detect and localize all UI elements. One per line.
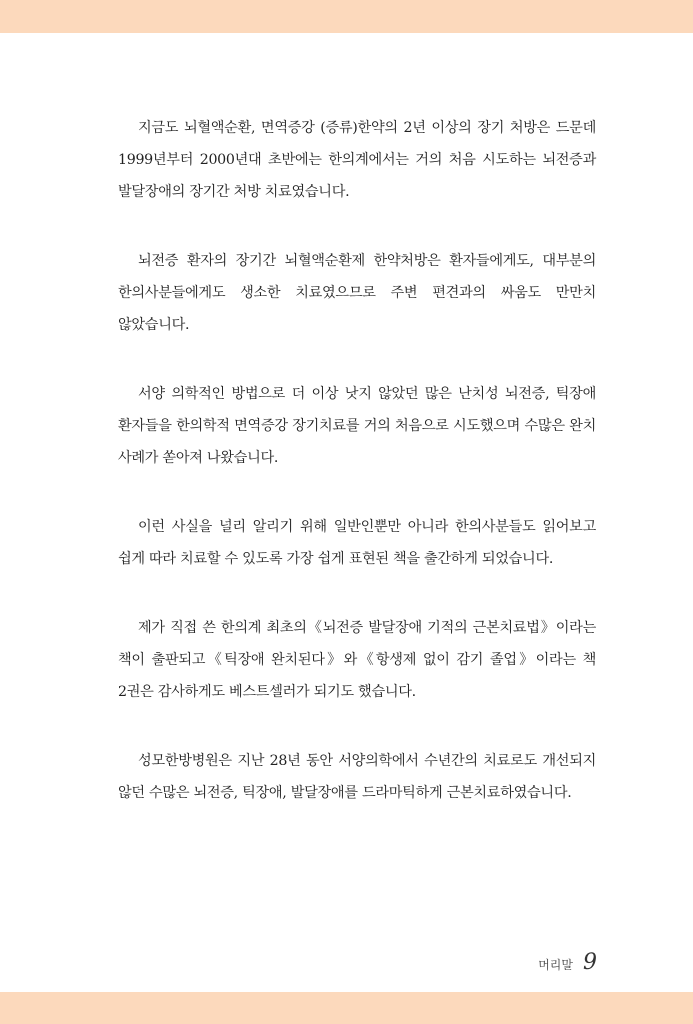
bottom-color-band [0,992,693,1024]
paragraph: 뇌전증 환자의 장기간 뇌혈액순환제 한약처방은 환자들에게도, 대부분의 한의사분들에게도 생소한 치료였으므로 주변 편견과의 싸움도 만만치 않았습니다. [118,253,596,333]
paragraph: 서양 의학적인 방법으로 더 이상 낫지 않았던 많은 난치성 뇌전증, 틱장애 환자들을 한의학적 면역증강 장기치료를 거의 처음으로 시도했으며 수많은 완치 사례가 쏟아져 나왔습니다. [118,386,596,466]
paragraph: 제가 직접 쓴 한의계 최초의《뇌전증 발달장애 기적의 근본치료법》이라는 책이 출판되고《틱장애 완치된다》와《항생제 없이 감기 졸업》이라는 책 2권은 감사하게도 베스트셀러가 되기도 했습니다. [118,620,596,700]
running-head: 머리말 [538,958,573,972]
paragraph: 이런 사실을 널리 알리기 위해 일반인뿐만 아니라 한의사분들도 읽어보고 쉽게 따라 치료할 수 있도록 가장 쉽게 표현된 책을 출간하게 되었습니다. [118,519,596,567]
top-color-band [0,0,693,33]
body-text [118,112,596,846]
paragraph: 성모한방병원은 지난 28년 동안 서양의학에서 수년간의 치료로도 개선되지 않던 수많은 뇌전증, 틱장애, 발달장애를 드라마틱하게 근본치료하였습니다. [118,753,596,801]
page-footer [538,950,597,975]
page-number: 9 [583,950,597,975]
paragraph: 지금도 뇌혈액순환, 면역증강 (증류)한약의 2년 이상의 장기 처방은 드문데 1999년부터 2000년대 초반에는 한의계에서는 거의 처음 시도하는 뇌전증과 발달장애의 장기간 처방 치료였습니다. [118,120,596,200]
